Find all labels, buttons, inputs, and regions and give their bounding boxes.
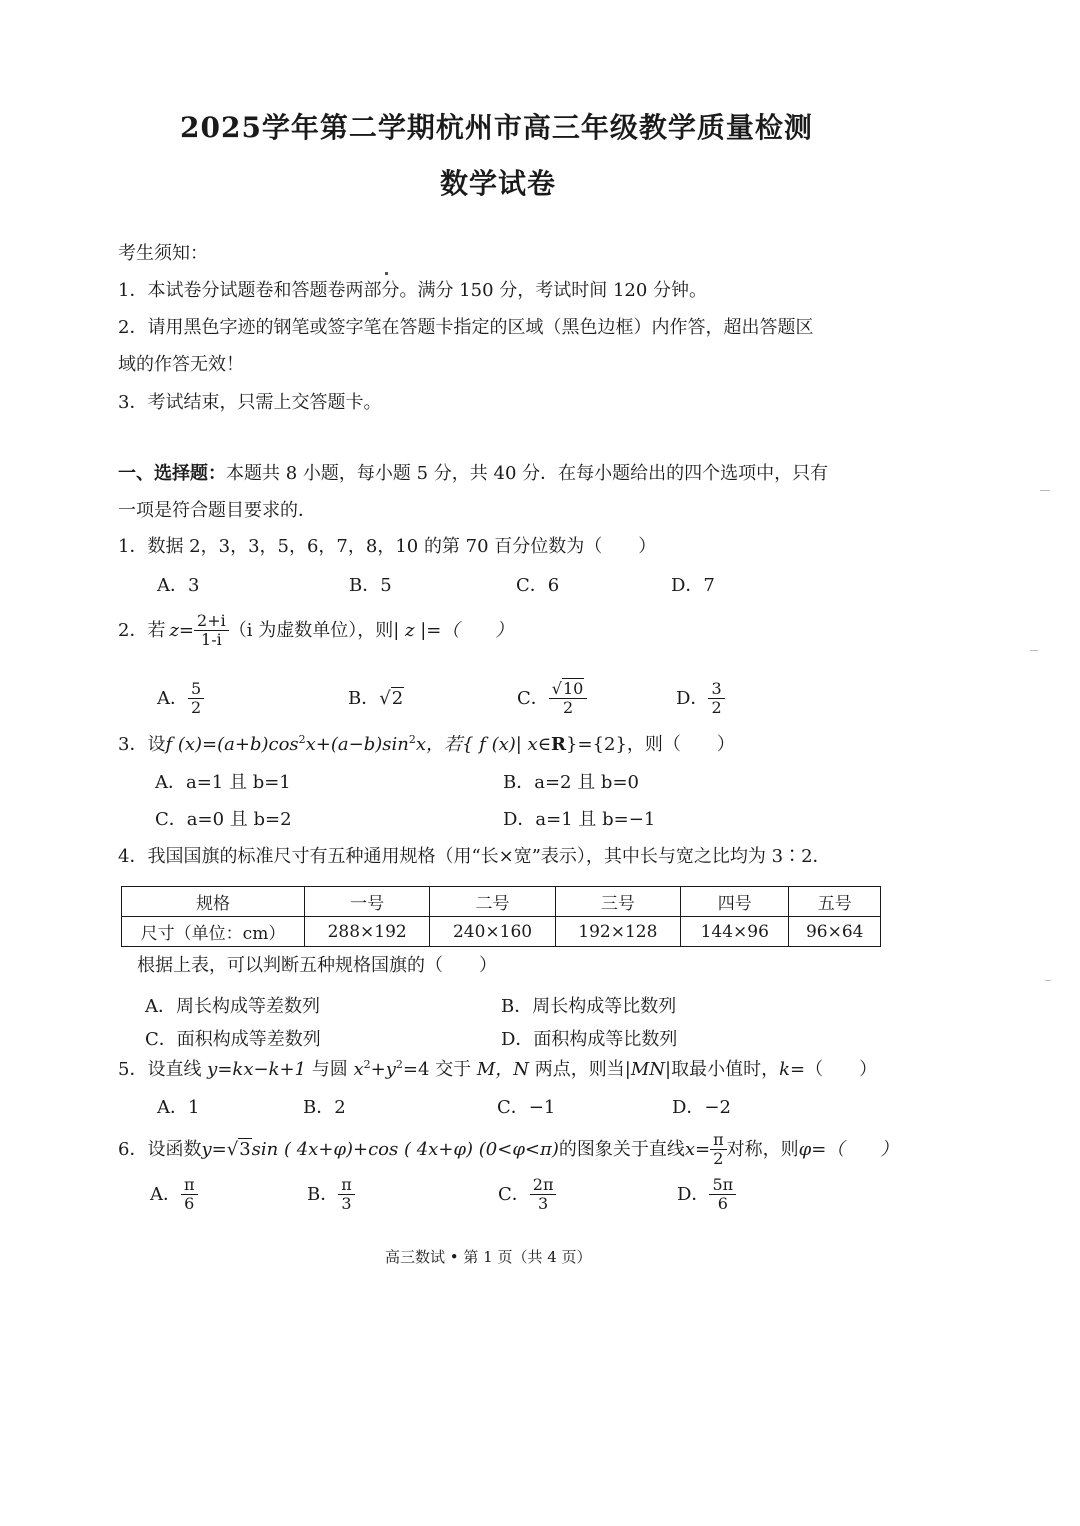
q2-frac-num: 2+i xyxy=(194,612,229,631)
q6-part: 6．设函数 xyxy=(118,1138,202,1160)
q6-b-den: 3 xyxy=(341,1194,352,1214)
q3-end: }={2}，则（ ） xyxy=(566,734,735,755)
q6-a-num: π xyxy=(181,1176,198,1195)
q6-c-num: 2π xyxy=(530,1176,557,1195)
table-header-cell: 四号 xyxy=(681,887,789,917)
q6-option-b-frac xyxy=(338,1176,355,1214)
q2-option-d xyxy=(676,680,725,718)
section-heading xyxy=(118,465,828,483)
q3-exp2: 2 xyxy=(408,733,416,746)
notice-item-1: 1．本试卷分试题卷和答题卷两部分。满分 150 分，考试时间 120 分钟。 xyxy=(118,280,708,301)
q3-option-b: B．a=2 且 b=0 xyxy=(503,772,639,793)
q6-option-a xyxy=(150,1176,198,1214)
q1-option-b: B．5 xyxy=(349,575,392,596)
table-header-cell: 一号 xyxy=(305,887,430,917)
q6-part: 对称，则 xyxy=(726,1138,799,1160)
flag-size-table xyxy=(121,886,881,947)
q2-abs-z: | z |=（ ） xyxy=(393,619,514,641)
q2-c-radicand: 10 xyxy=(562,679,584,698)
q6-b-num: π xyxy=(338,1176,355,1195)
q5-part: |取最小值时， xyxy=(665,1059,780,1080)
q2-c-den: 2 xyxy=(562,698,574,718)
question-2-stem xyxy=(118,612,513,650)
q6-a-den: 6 xyxy=(184,1194,195,1214)
table-cell: 288×192 xyxy=(305,917,430,947)
q3-func: f (x)=(a+b)cos xyxy=(165,734,299,755)
q2-z-eq: z= xyxy=(169,619,195,641)
q5-part: 交于 xyxy=(435,1059,472,1080)
notice-item-2-line1: 2．请用黑色字迹的钢笔或签字笔在答题卡指定的区域（黑色边框）内作答，超出答题区 xyxy=(118,317,814,338)
q2-option-a-label: A． xyxy=(157,687,188,709)
q6-option-d-label: D． xyxy=(677,1183,710,1205)
page-subtitle: 数学试卷 xyxy=(440,167,557,200)
q3-option-d: D．a=1 且 b=−1 xyxy=(503,809,656,830)
q6-option-c xyxy=(498,1176,556,1214)
q5-part: 与圆 xyxy=(311,1059,348,1080)
q2-b-radicand: 2 xyxy=(391,688,404,709)
question-6-stem xyxy=(118,1131,898,1169)
q6-phi-eq: φ=（ ） xyxy=(798,1138,899,1160)
table-cell: 尺寸（单位：cm） xyxy=(122,917,305,947)
q6-frac-num: π xyxy=(710,1131,727,1150)
q5-exp1: 2 xyxy=(363,1058,371,1071)
table-header-cell: 三号 xyxy=(555,887,680,917)
table-cell: 96×64 xyxy=(789,917,881,947)
q5-circle-x: x xyxy=(347,1059,364,1080)
page-footer: 高三数试 • 第 1 页（共 4 页） xyxy=(385,1248,592,1266)
q5-option-a: A．1 xyxy=(157,1097,200,1118)
q2-option-a-frac xyxy=(188,680,204,718)
q3-mid: x+(a−b)sin xyxy=(305,734,409,755)
scan-speck xyxy=(1030,650,1038,651)
q5-part: 两点，则当| xyxy=(534,1059,631,1080)
table-row xyxy=(122,917,881,947)
table-header-cell: 规格 xyxy=(122,887,305,917)
q2-c-num: √10 xyxy=(549,680,588,699)
q5-part: 5．设直线 xyxy=(118,1059,202,1080)
q2-option-c xyxy=(517,680,587,718)
notice-item-2-line2: 域的作答无效！ xyxy=(118,354,244,375)
q2-option-d-label: D． xyxy=(676,687,709,709)
q5-option-c: C．−1 xyxy=(497,1097,556,1118)
q6-option-c-label: C． xyxy=(498,1183,530,1205)
table-cell: 192×128 xyxy=(555,917,680,947)
scan-speck xyxy=(385,272,388,275)
q5-exp2: 2 xyxy=(395,1058,403,1071)
table-header-cell: 二号 xyxy=(430,887,555,917)
q5-k: k xyxy=(779,1059,791,1080)
q6-option-b-label: B． xyxy=(307,1183,339,1205)
section-label: 一、选择题： xyxy=(118,463,226,484)
q6-sqrt: √3 xyxy=(226,1138,251,1160)
q6-frac-den: 2 xyxy=(713,1149,724,1169)
q2-d-num: 3 xyxy=(708,680,724,699)
q2-b-sqrt: √2 xyxy=(379,688,404,709)
q2-option-c-frac xyxy=(549,680,588,718)
q1-option-c: C．6 xyxy=(516,575,560,596)
q3-tail: x，若{ f (x)| x∈ xyxy=(415,734,552,755)
q2-option-d-frac xyxy=(708,680,724,718)
q2-fraction xyxy=(194,612,229,650)
q5-circle-y: +y xyxy=(370,1059,396,1080)
q6-d-num: 5π xyxy=(709,1176,736,1195)
scan-speck xyxy=(1040,490,1050,491)
q6-part: 的图象关于直线 xyxy=(558,1138,685,1160)
table-header-cell: 五号 xyxy=(789,887,881,917)
q3-real-set: R xyxy=(551,734,566,755)
q1-option-d: D．7 xyxy=(671,575,715,596)
q6-option-b xyxy=(307,1176,355,1214)
q6-option-d xyxy=(677,1176,736,1214)
q6-option-a-frac xyxy=(181,1176,198,1214)
q2-option-b xyxy=(348,690,404,708)
q4-option-a: A．周长构成等差数列 xyxy=(145,996,320,1017)
q2-a-num: 5 xyxy=(188,680,204,699)
q5-option-d: D．−2 xyxy=(672,1097,731,1118)
table-cell: 240×160 xyxy=(430,917,555,947)
q5-line-eq: y=kx−k+1 xyxy=(201,1059,312,1080)
table-cell: 144×96 xyxy=(681,917,789,947)
q6-func: sin ( 4x+φ)+cos ( 4x+φ) (0<φ<π) xyxy=(251,1138,559,1160)
question-5-stem xyxy=(118,1058,878,1080)
q6-y-eq: y= xyxy=(201,1138,227,1160)
q4-option-b: B．周长构成等比数列 xyxy=(501,996,677,1017)
q2-option-c-label: C． xyxy=(517,687,549,709)
q6-option-c-frac xyxy=(530,1176,557,1214)
q6-option-d-frac xyxy=(709,1176,736,1214)
page-title: 2025学年第二学期杭州市高三年级教学质量检测 xyxy=(180,111,813,144)
q5-option-b: B．2 xyxy=(303,1097,346,1118)
notice-heading: 考生须知： xyxy=(118,243,208,264)
q5-points: M，N xyxy=(471,1059,535,1080)
q2-option-b-label: B． xyxy=(348,688,380,709)
q6-radicand: 3 xyxy=(239,1138,251,1160)
q3-option-c: C．a=0 且 b=2 xyxy=(155,809,292,830)
q2-d-den: 2 xyxy=(711,698,722,718)
q3-num: 3．设 xyxy=(118,734,166,755)
q6-option-a-label: A． xyxy=(150,1183,181,1205)
section-instructions: 本题共 8 小题，每小题 5 分，共 40 分．在每小题给出的四个选项中，只有 xyxy=(226,463,829,484)
q2-option-a xyxy=(157,680,204,718)
q5-part: =（ ） xyxy=(790,1059,878,1080)
q2-suffix: （i 为虚数单位），则 xyxy=(228,619,394,641)
table-header-row xyxy=(122,887,881,917)
q4-option-d: D．面积构成等比数列 xyxy=(501,1029,678,1050)
scan-speck xyxy=(1045,980,1051,981)
question-4-stem: 4．我国国旗的标准尺寸有五种通用规格（用“长×宽”表示），其中长与宽之比均为 3∶2． xyxy=(118,846,831,867)
q4-option-c: C．面积构成等差数列 xyxy=(145,1029,321,1050)
q6-x-eq: x= xyxy=(684,1138,711,1160)
question-3-stem xyxy=(118,733,735,755)
q2-frac-den: 1-i xyxy=(201,630,222,650)
question-1-stem: 1．数据 2，3，3，5，6，7，8，10 的第 70 百分位数为（ ） xyxy=(118,536,657,557)
notice-item-3: 3．考试结束，只需上交答题卡。 xyxy=(118,392,382,413)
section-instructions-line2: 一项是符合题目要求的． xyxy=(118,500,316,521)
question-4-question: 根据上表，可以判断五种规格国旗的（ ） xyxy=(137,955,497,976)
q2-a-den: 2 xyxy=(191,698,202,718)
q3-exp1: 2 xyxy=(298,733,306,746)
q6-d-den: 6 xyxy=(717,1194,728,1214)
q5-mn: MN xyxy=(630,1059,666,1080)
q2-prefix: 2．若 xyxy=(118,619,166,641)
q3-option-a: A．a=1 且 b=1 xyxy=(155,772,291,793)
q1-option-a: A．3 xyxy=(157,575,200,596)
q6-fraction xyxy=(710,1131,727,1169)
q5-part: =4 xyxy=(402,1059,436,1080)
q6-c-den: 3 xyxy=(538,1194,549,1214)
